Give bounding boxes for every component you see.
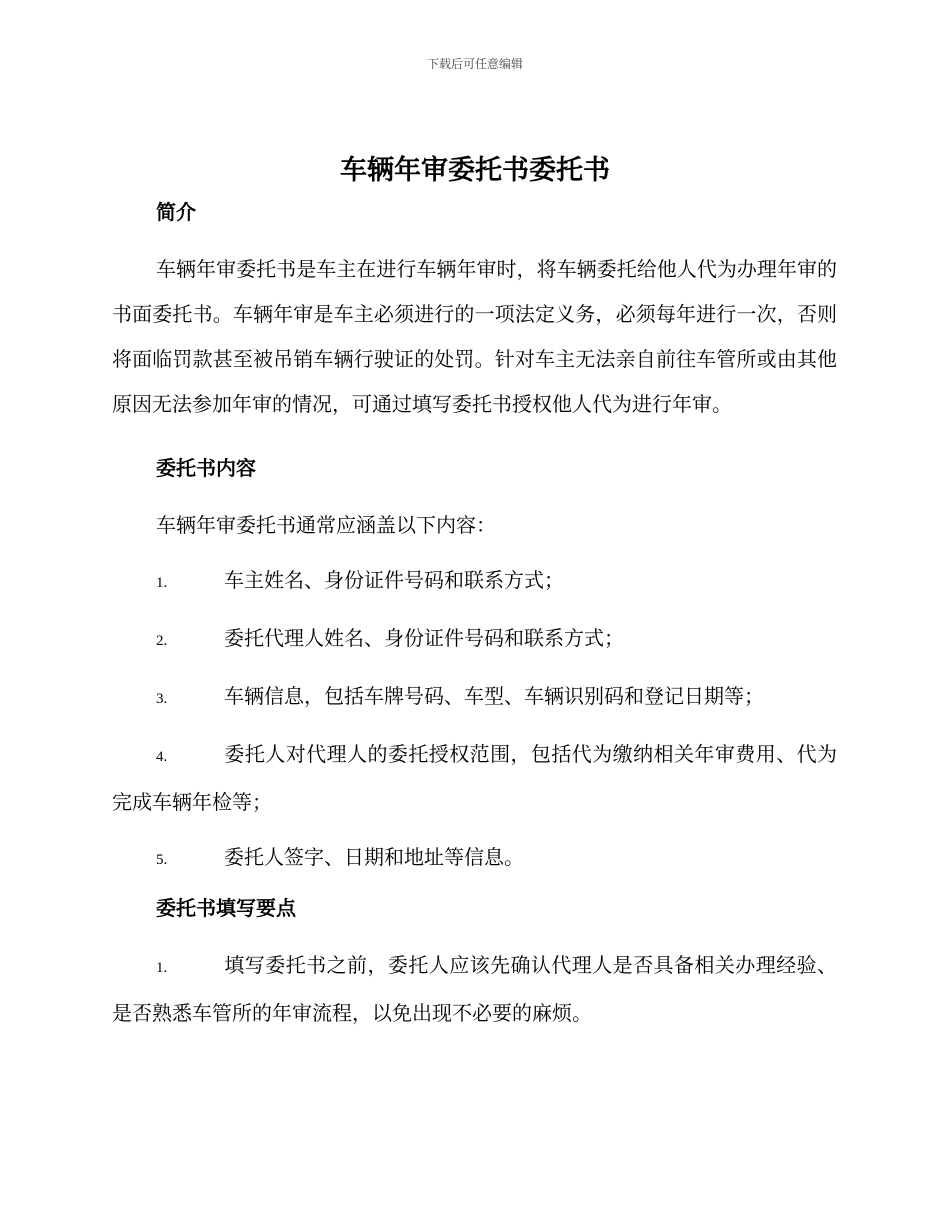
intro-paragraph: 车辆年审委托书是车主在进行车辆年审时，将车辆委托给他人代为办理年审的书面委托书。车辆年审是车主必须进行的一项法定义务，必须每年进行一次，否则将面临罚款甚至被吊销车辆行驶证的处罚。针对车主无法亲自前往车管所或由其他原因无法参加年审的情况，可通过填写委托书授权他人代为进行年审。: [112, 257, 837, 416]
list-text: 委托人对代理人的委托授权范围，包括代为缴纳相关年审费用、代为完成车辆年检等；: [112, 742, 837, 814]
list-item: [112, 616, 837, 664]
list-number: 3.: [156, 691, 168, 707]
list-item: [112, 732, 837, 825]
list-number: 4.: [156, 749, 168, 765]
list-number: 1.: [156, 960, 168, 976]
document-body: [112, 197, 837, 1036]
list-text: 车主姓名、身份证件号码和联系方式；: [224, 568, 564, 592]
list-text: 填写委托书之前，委托人应该先确认代理人是否具备相关办理经验、是否熟悉车管所的年审流程，以免出现不必要的麻烦。: [112, 953, 837, 1025]
list-item: [112, 835, 837, 883]
section-heading-content: 委托书内容: [156, 456, 256, 480]
list-text: 车辆信息，包括车牌号码、车型、车辆识别码和登记日期等；: [224, 684, 764, 708]
list-text: 委托人签字、日期和地址等信息。: [224, 845, 524, 869]
list-number: 5.: [156, 852, 168, 868]
list-item: [112, 943, 837, 1036]
section-heading-points: 委托书填写要点: [156, 896, 296, 920]
document-title: 车辆年审委托书委托书: [340, 155, 610, 186]
list-number: 1.: [156, 575, 168, 591]
content-lead: 车辆年审委托书通常应涵盖以下内容：: [156, 513, 496, 537]
list-item: [112, 558, 837, 606]
list-text: 委托代理人姓名、身份证件号码和联系方式；: [224, 626, 624, 650]
list-number: 2.: [156, 633, 168, 649]
list-item: [112, 674, 837, 722]
header-note: 下载后可任意编辑: [426, 57, 523, 71]
section-heading-intro: 简介: [156, 200, 196, 224]
